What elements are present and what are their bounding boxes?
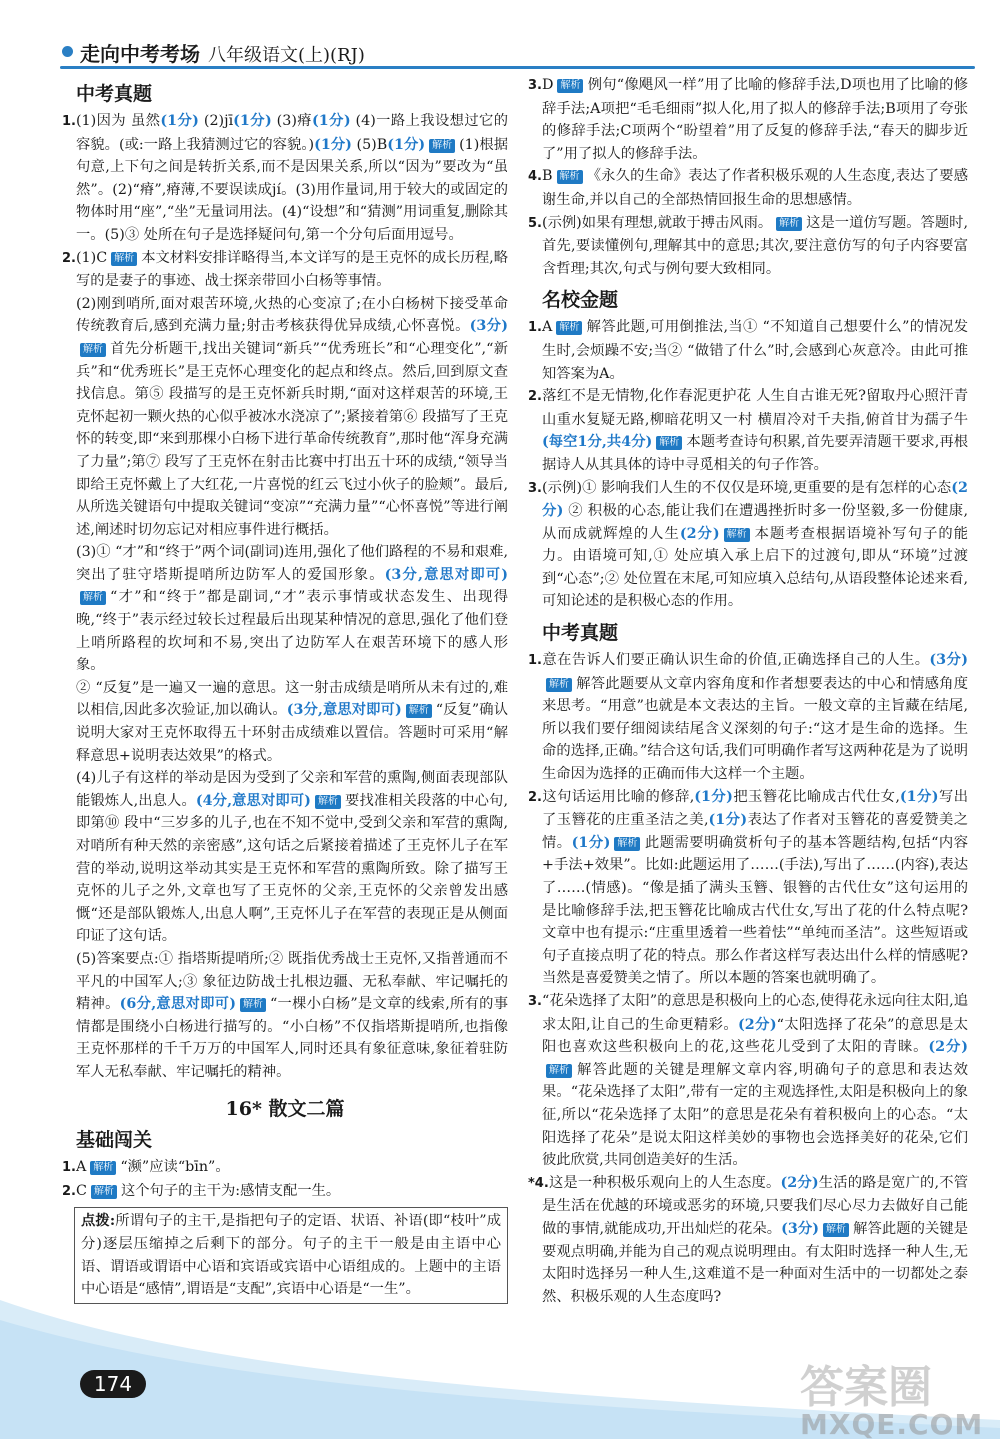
svg-text:答案圈: 答案圈 <box>800 1362 932 1413</box>
answer-item <box>62 247 508 293</box>
answer-text: (示例)① 影响我们人生的不仅仅是环境,更重要的是有怎样的心态 <box>541 479 952 496</box>
answer-text: 《永久的生命》表达了作者积极乐观的人生态度,表达了要感谢生命,并以自己的全部热情回报生命的思想感情。 <box>542 168 968 208</box>
answer-item <box>528 165 968 211</box>
answer-item <box>528 649 968 786</box>
answer-item <box>528 990 968 1172</box>
analysis-tag: 解析 <box>776 217 802 231</box>
analysis-tag: 解析 <box>91 1185 117 1199</box>
tip-box <box>74 1207 508 1303</box>
item-number: 3. <box>528 993 542 1009</box>
header-divider <box>60 66 975 69</box>
answer-text: 本文材料安排详略得当,本文详写的是王克怀的成长历程,略写的是妻子的事迹、战士探亲带回小白杨等事情。 <box>76 249 508 290</box>
answer-list <box>62 1156 508 1203</box>
answer-text: B <box>541 168 553 185</box>
answer-text: 解答此题的关键是要观点明确,并能为自己的观点说明理由。有太阳时选择一种人生,无太阳时选择另一种人生,这难道不是一种面对生活中的一切都处之泰然、积极乐观的人生态度吗? <box>542 1220 968 1305</box>
analysis-tag: 解析 <box>556 321 582 335</box>
answer-text: 表达了作者对玉簪花的喜爱赞美之情。 <box>542 812 969 851</box>
answer-text: ② “反复”是一遍又一遍的意思。这一射击成绩是哨所从未有过的,难以相信,因此多次验证,加以确认。 <box>76 679 508 719</box>
section-title: 中考真题 <box>542 622 619 645</box>
answer-text: 解答此题,可用倒推法,当① “不知道自己想要什么”的情况发生时,会烦躁不安;当② “做错了什么”时,会感到心灰意冷。由此可推知答案为A。 <box>542 319 968 382</box>
analysis-tag: 解析 <box>557 79 583 93</box>
score-mark: (2分) <box>679 525 720 542</box>
answer-text: (2)刚到哨所,面对艰苦环境,火热的心变凉了;在小白杨树下接受革命传统教育后,感到充满力量;射击考核获得优异成绩,心怀喜悦。 <box>76 295 508 335</box>
answer-text: (2)jī <box>198 113 234 129</box>
analysis-tag: 解析 <box>614 837 640 851</box>
analysis-tag: 解析 <box>557 170 583 184</box>
answer-text: 这句话运用比喻的修辞, <box>541 788 695 805</box>
answer-item <box>528 786 968 990</box>
answer-item <box>528 74 968 165</box>
answer-text: “濒”应读“bīn”。 <box>120 1159 230 1176</box>
answer-text: “花朵选择了太阳”的意思是积极向上的心态,使得花永远向往太阳,追求太阳,让自己的生命更精彩。 <box>541 992 968 1033</box>
analysis-tag: 解析 <box>90 1161 116 1175</box>
score-mark: (1分) <box>899 788 939 805</box>
answer-text: “太阳选择了花朵”的意思是太阳也喜欢这些积极向上的花,这些花儿受到了太阳的青睐。 <box>542 1016 968 1056</box>
answer-text: 把玉簪花比喻成古代仕女, <box>732 788 900 805</box>
answer-text: D <box>541 77 554 93</box>
score-mark: (2分) <box>738 1016 777 1033</box>
answer-text: 此题需要明确赏析句子的基本答题结构,包括“内容+手法+效果”。比如:此题运用了……(手法),写出了……(内容),表达了……(情感)。“像是插了满头玉簪、银簪的古代仕女”这句运用的是比喻修辞手法,把玉簪花比喻成古代仕女,写出了花的什么特点呢?文章中也有提示:“庄重里透着一些着怯”“单纯而圣洁”。这些短语或句子直接点明了花的特点。那么作者这样写表达出什么样的情感呢?当然是喜爱赞美之情了。所以本题的答案也就明确了。 <box>542 834 969 987</box>
section-title: 基础闯关 <box>76 1129 153 1152</box>
item-number: 5. <box>528 215 542 231</box>
answer-text: 解答此题要从文章内容角度和作者想要表达的中心和情感角度来思考。“用意”也就是本文表达的主旨。一般文章的主旨藏在结尾,所以我们要仔细阅读结尾含义深刻的句子:“这才是生命的选择。生命的选择,正确。”结合这句话,我们可明确作者写这两种花是为了说明生命因为选择的正确而伟大这样一个主题。 <box>542 675 968 783</box>
answer-text: 这个句子的主干为:感情支配一生。 <box>120 1182 341 1199</box>
item-number: 3. <box>528 480 542 496</box>
answer-text: 这是一种积极乐观向上的人生态度。 <box>548 1174 781 1191</box>
score-mark: (2分) <box>928 1039 968 1056</box>
answer-text: (3)① “才”和“终于”两个词(副词)连用,强化了他们路程的不易和艰难,突出了驻守塔斯提哨所边防军人的爱国形象。 <box>76 544 508 583</box>
answer-text: 生活的路是宽广的,不管是生活在优越的环境或恶劣的环境,只要我们尽心尽力去做好自己能做的事情,就能成功,开出灿烂的花朵。 <box>542 1174 968 1237</box>
item-number: 4. <box>528 169 542 185</box>
answer-continuation <box>62 293 508 1084</box>
item-number: *4. <box>528 1175 549 1191</box>
item-number: 1. <box>62 1160 76 1176</box>
right-column <box>528 74 968 1308</box>
answer-text: (5)B <box>351 136 388 153</box>
answer-text: “才”和“终于”都是副词,“才”表示事情或状态发生、出现得晚,“终于”表示经过较长过程最后出现某种情况的意思,强化了他们登上哨所路程的坎坷和不易,突出了边防军人在艰苦环境下的感人形象。 <box>76 589 508 674</box>
left-column <box>62 74 508 1304</box>
answer-text: A <box>541 319 553 336</box>
analysis-tag: 解析 <box>111 252 137 266</box>
score-mark: (1分) <box>160 113 199 129</box>
answer-text: 首先分析题干,找出关键词“新兵”“优秀班长”和“心理变化”,“新兵”和“优秀班长”是王克怀心理变化的起点和终点。然后,回到原文查找信息。第⑤ 段描写的是王克怀新兵时期,“面对这样艰苦的环境,王克怀起初一颗火热的心似乎被冰水浇凉了”;紧接着第⑥ 段描写了王克怀的转变,即“来到那棵小白杨下进行革命传统教育”,那时他“浑身充满了力量”;第⑦ 段写了王克怀在射击比赛中打出五十环的成绩,“领导当即给王克怀戴上了大红花,一片喜悦的红云飞过小伙子的脸颊”。最后,从所选关键语句中提取关键词“变凉”“充满力量”“心怀喜悦”等进行阐述,阐述时切勿忘记对相应事件进行概括。 <box>76 340 508 538</box>
item-number: 2. <box>528 789 542 805</box>
analysis-tag: 解析 <box>315 795 341 809</box>
score-mark: (6分,意思对即可) <box>119 996 236 1013</box>
score-mark: (3分,意思对即可) <box>286 702 402 719</box>
answer-text: A <box>75 1159 87 1176</box>
chapter-title: 16* 散文二篇 <box>225 1097 345 1120</box>
score-mark: (1分) <box>312 113 351 129</box>
answer-text: “反复”确认说明大家对王克怀取得五十环射击成绩难以置信。答题时可采用“解释意思+说明表达效果”的格式。 <box>76 702 508 764</box>
brand-name: 走向中考考场 <box>80 42 200 66</box>
answer-text: 要找准相关段落的中心句,即第⑩ 段中“三岁多的儿子,也在不知不觉中,受到父亲和军营的熏陶,对哨所有种天然的亲密感”,这句话之后紧接着描述了王克怀儿子在军营的举动,说明这举动其实是王克怀和军营的熏陶所致。除了描写王克怀的儿子之外,文章也写了王克怀的父亲,王克怀的父亲曾发出感慨“还是部队锻炼人,出息人啊”,王克怀儿子在军营的表现正是从侧面印证了这句话。 <box>76 792 508 945</box>
analysis-tag: 解析 <box>429 139 455 153</box>
answer-paragraph <box>62 767 508 948</box>
tip-text: 所谓句子的主干,是指把句子的定语、状语、补语(即“枝叶”成分)逐层压缩掉之后剩下的部分。句子的主干一般是由主语中心语、谓语或谓语中心语和宾语或宾语中心语组成的。上题中的主语中心语是“感情”,谓语是“支配”,宾语中心语是“一生”。 <box>81 1213 501 1298</box>
answer-text: (1)因为 虽然 <box>75 113 161 129</box>
answer-text: “一棵小白杨”是文章的线索,所有的事情都是围绕小白杨进行描写的。“小白杨”不仅指塔斯提哨所,也指像王克怀那样的千千万万的中国军人,同时还具有象征意味,象征着驻防军人无私奉献、牢记嘱托的精神。 <box>76 996 508 1080</box>
answer-item <box>528 212 968 281</box>
item-number: 1. <box>62 114 76 129</box>
score-mark: (1分) <box>233 113 272 129</box>
answer-text: (1)C <box>75 249 108 266</box>
answer-paragraph <box>62 293 508 542</box>
section-title: 中考真题 <box>76 83 153 105</box>
score-mark: (3分,意思对即可) <box>384 566 508 583</box>
answer-text: (3)瘠 <box>271 113 313 129</box>
answer-list <box>528 316 968 613</box>
score-mark: (1分) <box>694 788 733 805</box>
score-mark: (3分) <box>929 652 968 669</box>
answer-text: (1)根据句意,上下句之间是转折关系,而不是因果关系,所以“因为”要改为“虽然”。(2)“瘠”,瘠薄,不要误读成jí。(3)用作量词,用于较大的或固定的物体时用“座”,“坐”无量词用法。(4)“设想”和“猜测”用词重复,删除其一。(5)③ 处所在句子是选择疑问句,第一个分句后面用逗号。 <box>76 136 509 243</box>
book-title <box>80 38 365 67</box>
score-mark: (1分) <box>387 136 426 153</box>
answer-text: 解答此题的关键是理解文章内容,明确句子的意思和表达效果。“花朵选择了太阳”,带有一定的主观选择性,太阳是积极向上的象征,所以“花朵选择了太阳”的意思是花朵有着积极向上的心态。“太阳选择了花朵”是说太阳这样美妙的事物也会选择美好的花朵,它们彼此欣赏,共同创造美好的生活。 <box>542 1061 968 1169</box>
analysis-tag: 解析 <box>546 1064 572 1078</box>
answer-text: 本题考查诗句积累,首先要弄清题干要求,再根据诗人从其具体的诗中寻觅相关的句子作答。 <box>542 434 969 473</box>
score-mark: (2分) <box>780 1174 819 1191</box>
item-number: 1. <box>528 320 542 336</box>
answer-paragraph <box>62 541 508 677</box>
book-subtitle: 八年级语文(上)(RJ) <box>208 45 365 66</box>
answer-text: (4)一路上我设想过它的容貌。(或:一路上我猜测过它的容貌。) <box>76 113 509 153</box>
answer-list <box>528 649 968 1308</box>
score-mark: (1分) <box>571 834 611 851</box>
page-header <box>0 0 1000 78</box>
score-mark: (4分,意思对即可) <box>195 792 311 809</box>
answer-text: 落红不是无情物,化作春泥更护花 人生自古谁无死?留取丹心照汗青 山重水复疑无路,柳暗花明又一村 横眉冷对千夫指,俯首甘为孺子牛 <box>541 388 968 428</box>
page-number: 174 <box>80 1370 146 1398</box>
analysis-tag: 解析 <box>240 998 266 1012</box>
item-number: 2. <box>528 389 542 405</box>
analysis-tag: 解析 <box>724 528 750 542</box>
section-title: 名校金题 <box>542 289 619 312</box>
analysis-tag: 解析 <box>546 678 572 692</box>
watermark-url: MXQE.COM <box>800 1408 984 1441</box>
score-mark: (3分) <box>469 318 509 335</box>
analysis-tag: 解析 <box>406 704 432 718</box>
answer-paragraph <box>62 677 508 767</box>
answer-item <box>528 316 968 385</box>
answer-text: (示例)如果有理想,就敢于搏击风雨。 <box>541 214 773 231</box>
analysis-tag: 解析 <box>80 343 106 357</box>
answer-text: 写出了玉簪花的庄重圣洁之美, <box>542 788 968 829</box>
item-number: 2. <box>62 250 76 266</box>
score-mark: (1分) <box>314 136 352 153</box>
score-mark: (每空1分,共4分) <box>542 434 653 451</box>
score-mark: (3分) <box>781 1220 820 1237</box>
answer-item <box>62 110 508 247</box>
answer-paragraph <box>62 948 508 1084</box>
score-mark: (1分) <box>708 812 748 829</box>
tip-label: 点拨: <box>81 1213 116 1230</box>
analysis-tag: 解析 <box>823 1223 849 1237</box>
item-number: 3. <box>528 78 542 93</box>
answer-item <box>528 385 968 476</box>
answer-item <box>528 1172 968 1309</box>
answer-text: 意在告诉人们要正确认识生命的价值,正确选择自己的人生。 <box>541 652 930 669</box>
analysis-tag: 解析 <box>80 591 106 605</box>
answer-text: (4)儿子有这样的举动是因为受到了父亲和军营的熏陶,侧面表现部队能锻炼人,出息人。 <box>76 770 508 809</box>
analysis-tag: 解析 <box>656 436 682 450</box>
answer-text: 本题考查根据语境补写句子的能力。由语境可知,① 处应填入承上启下的过渡句,即从“环境”过渡到“心态”;② 处位置在末尾,可知应填入总结句,从语段整体论述来看,可知论述的是积极心态的作用。 <box>542 525 968 610</box>
answer-text: C <box>75 1182 87 1199</box>
answer-text: 例句“像飓风一样”用了比喻的修辞手法,D项也用了比喻的修辞手法;A项把“毛毛细雨”拟人化,用了拟人的修辞手法;B项用了夸张的修辞手法;C项两个“盼望着”用了反复的修辞手法,“春天的脚步近了”用了拟人的修辞手法。 <box>542 77 968 162</box>
answer-item <box>62 1156 508 1180</box>
answer-list <box>62 110 508 293</box>
answer-item <box>528 477 968 614</box>
answer-text: ② 积极的心态,能让我们在遭遇挫折时多一份坚毅,多一份健康,从而成就辉煌的人生 <box>542 503 968 542</box>
answer-text: 这是一道仿写题。答题时,首先,要读懂例句,理解其中的意思;其次,要注意仿写的句子内容要富含哲理;其次,句式与例句要大致相同。 <box>542 214 968 277</box>
answer-item <box>62 1180 508 1204</box>
item-number: 2. <box>62 1183 76 1199</box>
brand-dot-icon <box>62 46 73 57</box>
score-mark: (2分) <box>542 479 968 520</box>
answer-list <box>528 74 968 280</box>
answer-text: (5)答案要点:① 指塔斯提哨所;② 既指优秀战士王克怀,又指普通而不平凡的中国军人;③ 象征边防战士扎根边疆、无私奉献、牢记嘱托的精神。 <box>76 950 508 1013</box>
item-number: 1. <box>528 653 542 669</box>
